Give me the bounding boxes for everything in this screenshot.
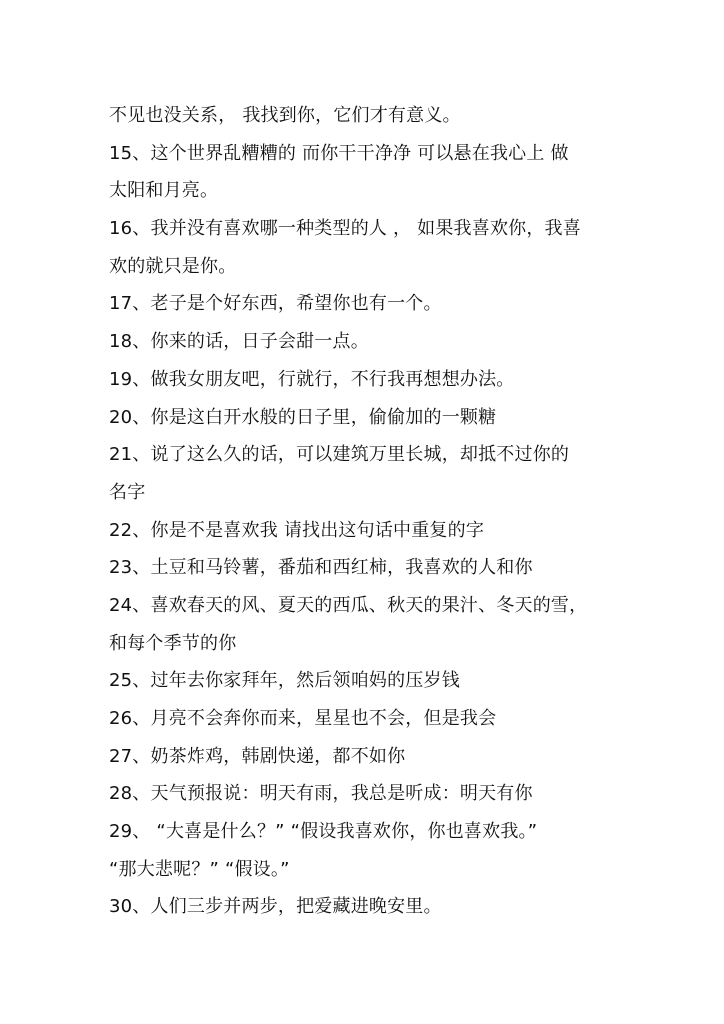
text-line: 和每个季节的你 bbox=[109, 632, 237, 654]
quote-list bbox=[109, 97, 629, 926]
text-line: 27、奶茶炸鸡，韩剧快递，都不如你 bbox=[109, 745, 406, 767]
text-line: 20、你是这白开水般的日子里，偷偷加的一颗糖 bbox=[109, 406, 497, 428]
text-line: “那大悲呢？” “假设。” bbox=[109, 858, 290, 880]
text-line: 25、过年去你家拜年，然后领咱妈的压岁钱 bbox=[109, 670, 460, 692]
text-line: 欢的就只是你。 bbox=[109, 255, 237, 277]
text-line: 16、我并没有喜欢哪一种类型的人 ， 如果我喜欢你，我喜 bbox=[109, 218, 581, 240]
text-line: 26、月亮不会奔你而来，星星也不会，但是我会 bbox=[109, 708, 497, 729]
text-line: 17、老子是个好东西，希望你也有一个。 bbox=[109, 293, 442, 315]
text-line: 30、人们三步并两步，把爱藏进晚安里。 bbox=[109, 896, 442, 918]
text-line: 名字 bbox=[109, 481, 146, 503]
text-line: 18、你来的话，日子会甜一点。 bbox=[109, 331, 369, 353]
text-line: 不见也没关系， 我找到你，它们才有意义。 bbox=[109, 105, 461, 126]
text-line: 太阳和月亮。 bbox=[109, 180, 219, 202]
text-line: 21、说了这么久的话，可以建筑万里长城，却抵不过你的 bbox=[109, 444, 570, 466]
text-line: 23、土豆和马铃薯，番茄和西红柿，我喜欢的人和你 bbox=[109, 557, 533, 579]
text-line: 19、做我女朋友吧，行就行，不行我再想想办法。 bbox=[109, 368, 515, 390]
text-line: 24、喜欢春天的风、夏天的西瓜、秋天的果汁、冬天的雪， bbox=[109, 594, 588, 616]
text-line: 22、你是不是喜欢我 请找出这句话中重复的字 bbox=[109, 519, 485, 541]
text-line: 28、天气预报说：明天有雨，我总是听成：明天有你 bbox=[109, 783, 533, 805]
text-line: 15、这个世界乱糟糟的 而你干干净净 可以悬在我心上 做 bbox=[109, 142, 569, 164]
text-line: 29、 “大喜是什么？” “假设我喜欢你，你也喜欢我。” bbox=[109, 821, 538, 843]
